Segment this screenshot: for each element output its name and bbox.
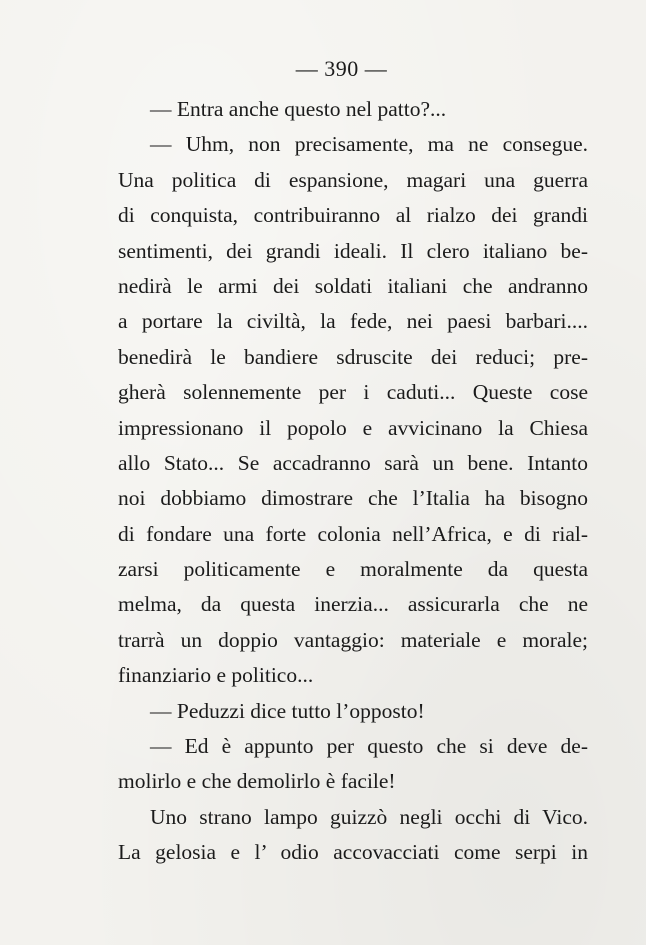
text-line: — Peduzzi dice tutto l’opposto! [150, 698, 425, 723]
page-number: — 390 — [295, 56, 388, 81]
text-line: zarsi politicamente e moralmente da questa [118, 557, 588, 582]
text-line: gherà solennemente per i caduti... Queste cose [118, 380, 588, 405]
text-line: noi dobbiamo dimostrare che l’Italia ha bisogno [118, 486, 588, 511]
text-line: benedirà le bandiere sdruscite dei reduci; pre- [118, 344, 588, 369]
text-line: molirlo e che demolirlo è facile! [118, 769, 396, 794]
body-text [118, 92, 588, 871]
text-line: sentimenti, dei grandi ideali. Il clero italiano be- [118, 238, 588, 263]
text-line: — Entra anche questo nel patto?... [150, 97, 447, 121]
text-line: — Uhm, non precisamente, ma ne consegue. [150, 132, 588, 157]
text-line: a portare la civiltà, la fede, nei paesi barbari.... [118, 309, 588, 334]
text-line: — Ed è appunto per questo che si deve de- [150, 734, 588, 759]
text-line: finanziario e politico... [118, 663, 314, 688]
text-line: di fondare una forte colonia nell’Africa, e di rial- [118, 521, 588, 546]
text-line: impressionano il popolo e avvicinano la Chiesa [118, 415, 588, 440]
text-line: trarrà un doppio vantaggio: materiale e morale; [118, 627, 588, 652]
text-line: di conquista, contribuiranno al rialzo dei grandi [118, 203, 588, 228]
text-line: Uno strano lampo guizzò negli occhi di Vico. [150, 804, 588, 829]
text-line: allo Stato... Se accadranno sarà un bene. Intanto [118, 450, 588, 475]
text-line: nedirà le armi dei soldati italiani che andranno [118, 273, 588, 298]
text-line: Una politica di espansione, magari una guerra [118, 167, 588, 192]
text-line: La gelosia e l’ odio accovacciati come serpi in [118, 840, 588, 865]
text-line: melma, da questa inerzia... assicurarla che ne [118, 592, 588, 617]
